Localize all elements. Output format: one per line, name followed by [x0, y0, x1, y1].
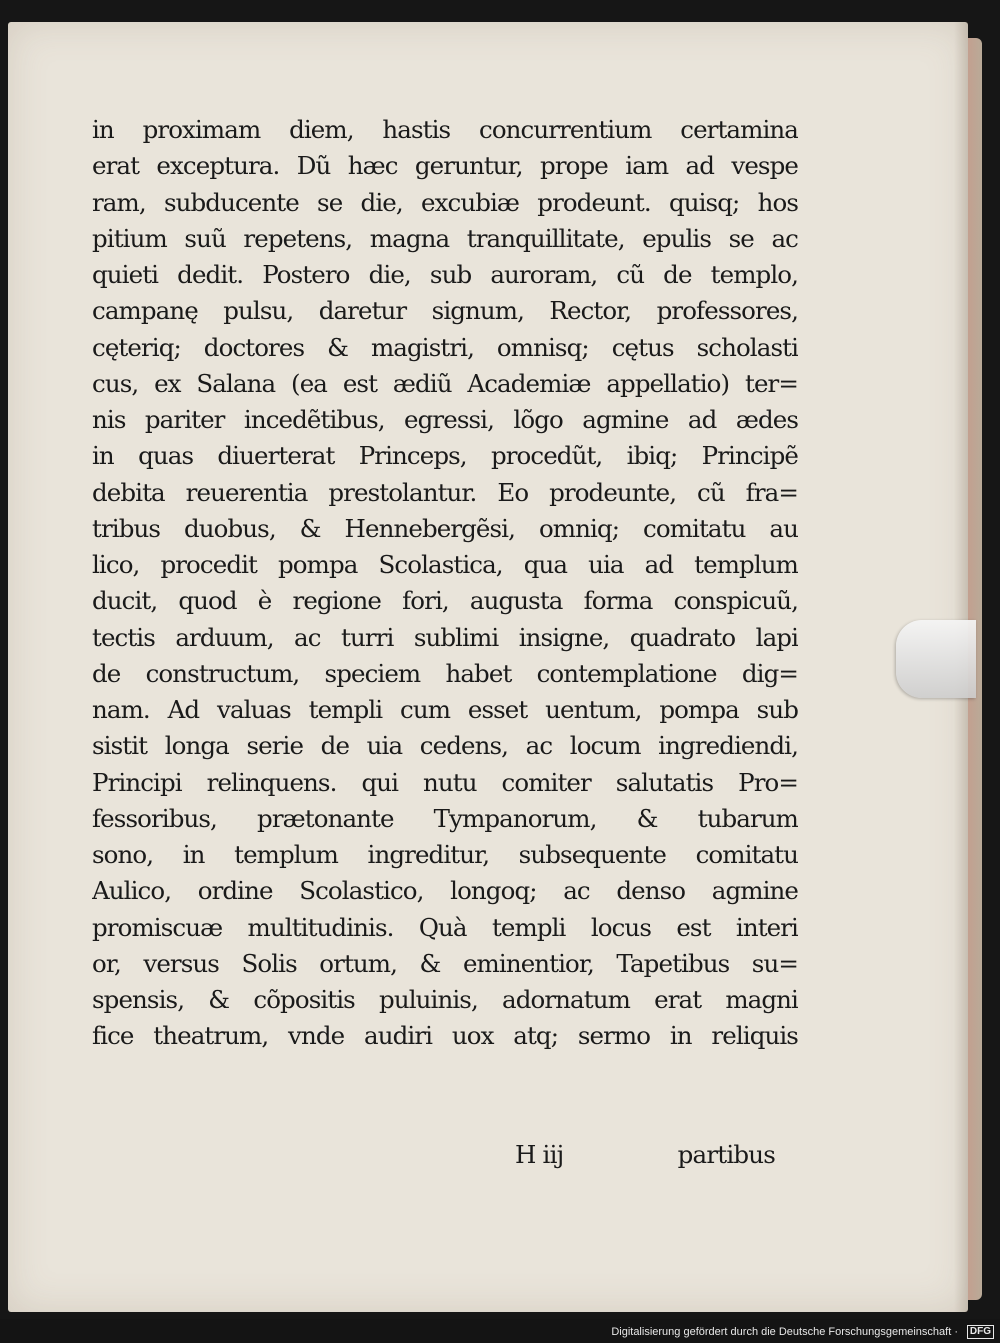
text-line: de constructum, speciem habet contemplatione dig=	[92, 658, 798, 688]
text-line: fessoribus, prætonante Tympanorum, & tubarum	[92, 803, 798, 833]
text-line: debita reuerentia prestolantur. Eo prodeunte, cũ fra=	[92, 477, 798, 507]
dfg-logo: DFG	[967, 1325, 994, 1339]
text-line: promiscuæ multitudinis. Quà templi locus est interi	[92, 912, 798, 942]
page-clip	[896, 620, 976, 698]
text-line: ram, subducente se die, excubiæ prodeunt. quisq; hos	[92, 187, 798, 217]
text-line: campanę pulsu, daretur signum, Rector, professores,	[92, 296, 798, 326]
text-line: cęteriq; doctores & magistri, omnisq; cętus scholasti	[92, 332, 798, 362]
funding-credit: Digitalisierung gefördert durch die Deutsche Forschungsgemeinschaft ·	[611, 1326, 958, 1338]
text-line: sistit longa serie de uia cedens, ac locum ingrediendi,	[92, 731, 798, 761]
page-text	[92, 112, 798, 1055]
text-line: quieti dedit. Postero die, sub auroram, cũ de templo,	[92, 260, 798, 289]
text-line: nis pariter incedẽtibus, egressi, lõgo agmine ad ædes	[92, 405, 798, 434]
text-line: in quas diuerterat Princeps, procedũt, ibiq; Principẽ	[92, 441, 798, 471]
text-line: or, versus Solis ortum, & eminentior, Tapetibus su=	[92, 948, 798, 978]
catchword: partibus	[677, 1140, 775, 1169]
signature-mark: H iij	[515, 1140, 564, 1169]
text-line: tectis arduum, ac turri sublimi insigne, quadrato lapi	[92, 622, 798, 652]
catchline	[515, 1140, 775, 1169]
text-line: spensis, & cõpositis puluinis, adornatum erat magni	[92, 985, 798, 1014]
text-line: fice theatrum, vnde audiri uox atq; sermo in reliquis	[92, 1021, 798, 1051]
text-line: tribus duobus, & Hennebergẽsi, omniq; comitatu au	[92, 513, 798, 543]
text-line: erat exceptura. Dũ hæc geruntur, prope iam ad vespe	[92, 151, 798, 181]
text-line: Aulico, ordine Scolastico, longoq; ac denso agmine	[92, 876, 798, 906]
text-line: Principi relinquens. qui nutu comiter salutatis Pro=	[92, 767, 798, 797]
text-line: lico, procedit pompa Scolastica, qua uia ad templum	[92, 550, 798, 579]
text-line: pitium suũ repetens, magna tranquillitate, epulis se ac	[92, 223, 798, 253]
text-line: ducit, quod è regione fori, augusta forma conspicuũ,	[92, 586, 798, 616]
text-line: cus, ex Salana (ea est ædiũ Academiæ appellatio) ter=	[92, 368, 798, 398]
text-line: sono, in templum ingreditur, subsequente comitatu	[92, 840, 798, 869]
text-line: in proximam diem, hastis concurrentium certamina	[92, 115, 798, 144]
text-line: nam. Ad valuas templi cum esset uentum, pompa sub	[92, 695, 798, 724]
